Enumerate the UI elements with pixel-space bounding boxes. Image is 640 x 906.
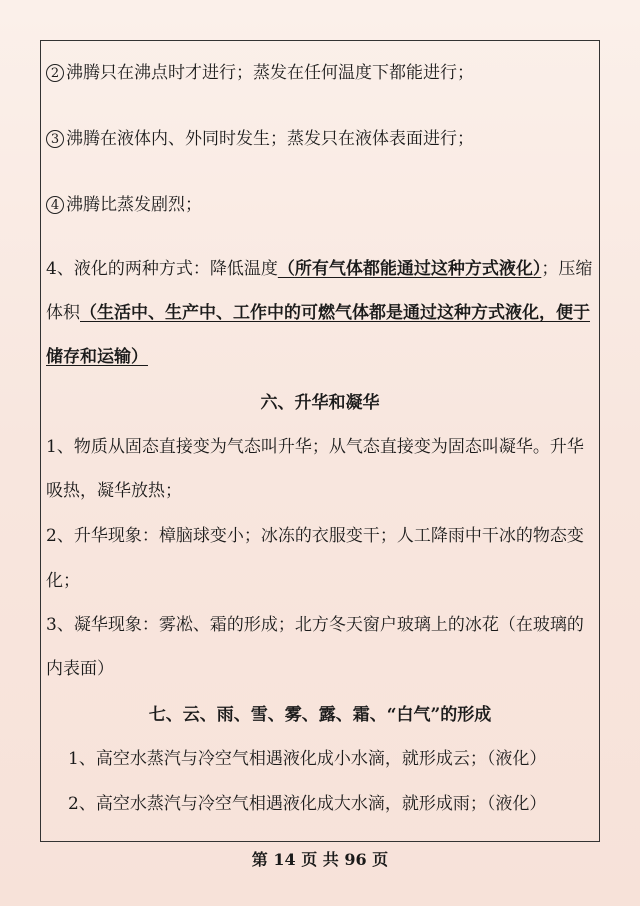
s6-p1-line1: 1、物质从固态直接变为气态叫升华；从气态直接变为固态叫凝华。升华 — [46, 437, 584, 457]
text: ；压缩 — [541, 259, 593, 279]
text: 4、液化的两种方式：降低温度 — [46, 259, 278, 279]
item-text: 沸腾在液体内、外同时发生；蒸发只在液体表面进行； — [66, 129, 474, 149]
underlined-note: （生活中、生产中、工作中的可燃气体都是通过这种方式液化，便于 — [80, 303, 590, 323]
page-footer: 第 14 页 共 96 页 — [251, 850, 389, 869]
s6-p2-line2: 化； — [46, 571, 80, 591]
text: 体积 — [46, 303, 80, 323]
circled-number: 4 — [46, 196, 64, 214]
s6-p3-line1: 3、凝华现象：雾凇、霜的形成；北方冬天窗户玻璃上的冰花（在玻璃的 — [46, 615, 584, 635]
liquefaction-line-3 — [46, 346, 148, 368]
s6-p3-line2: 内表面） — [46, 659, 114, 679]
boiling-point-2 — [46, 62, 474, 84]
s6-p1-line2: 吸热，凝华放热； — [46, 481, 182, 501]
item-text: 沸腾只在沸点时才进行；蒸发在任何温度下都能进行； — [66, 63, 474, 83]
s6-p2-line1: 2、升华现象：樟脑球变小；冰冻的衣服变干；人工降雨中干冰的物态变 — [46, 526, 584, 546]
item-text: 沸腾比蒸发剧烈； — [66, 195, 202, 215]
underlined-note: （所有气体都能通过这种方式液化） — [277, 259, 542, 279]
section-6-title: 六、升华和凝华 — [260, 393, 380, 413]
liquefaction-line-1 — [46, 258, 592, 280]
circled-number: 2 — [46, 64, 64, 82]
boiling-point-3 — [46, 128, 474, 150]
underlined-note: 储存和运输） — [46, 347, 148, 367]
s7-p2: 2、高空水蒸汽与冷空气相遇液化成大水滴，就形成雨；（液化） — [68, 794, 547, 814]
boiling-point-4 — [46, 194, 202, 216]
liquefaction-line-2 — [46, 302, 590, 324]
circled-number: 3 — [46, 130, 64, 148]
s7-p1: 1、高空水蒸汽与冷空气相遇液化成小水滴，就形成云；（液化） — [68, 749, 547, 769]
section-7-title: 七、云、雨、雪、雾、露、霜、“白气”的形成 — [148, 705, 492, 725]
